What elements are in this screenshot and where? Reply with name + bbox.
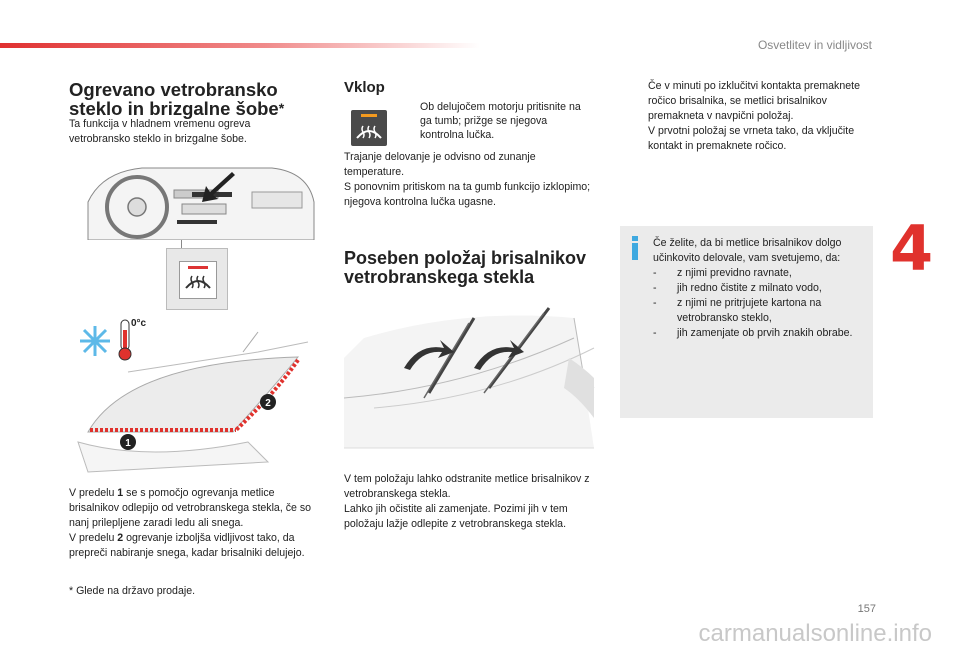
chapter-number: 4 [890,212,934,285]
service-position-list [620,79,870,154]
vklop-paragraph: Trajanje delovanje je odvisno od zunanje temperature. S ponovnim pritiskom na ta gumb funkcijo izklopimo; njegova kontrolna lučka ugasne. [344,151,591,208]
windscreen-heat-icon [180,262,216,298]
button-zoom [166,248,228,310]
svg-text:2: 2 [265,398,271,409]
windscreen-illustration [68,312,320,482]
list-item: Če v minuti po izklučitvi kontakta premaknete ročico brisalnika, se metlici brisalnikov premakneta v navpični položaj. [648,80,860,122]
poseben-paragraph: V tem položaju lahko odstranite metlice brisalnikov z vetrobranskega stekla. Lahko jih očistite ali zamenjate. Pozimi jih v tem položaju lažje odlepite z vetrobranskega stekla. [344,473,590,530]
windscreen-heat-icon [351,110,387,146]
svg-text:1: 1 [125,438,131,449]
poseben-heading: Poseben položaj brisalnikov vetrobranskega stekla [344,248,587,287]
wipers-illustration [344,298,598,466]
list-item: - z njimi ne pritrjujete kartona na vetrobransko steklo, [653,297,822,324]
info-icon [629,236,641,260]
thermometer-icon [119,320,131,360]
windscreen-defrost-button[interactable] [179,261,217,299]
info-box [620,226,873,418]
watermark: carmanualsonline.info [698,620,932,647]
intro-text: Ta funkcija v hladnem vremenu ogreva vetrobransko steklo in brizgalne šobe. [69,118,251,145]
info-list [653,266,869,341]
zones-description: V predelu 1 se s pomočjo ogrevanja metlice brisalnikov odlepijo od vetrobranskega stekla, če so nanj prilepljene zaradi ledu ali snega. V predelu 2 ogrevanje izboljša vidljivost tako, da prepreči nabiranje snega, kadar brisalniki delujejo. [69,487,312,559]
defrost-button-icon [351,110,387,146]
list-item: - jih zamenjate ob prvih znakih obrabe. [653,327,853,339]
snowflake-icon [80,326,110,356]
dashboard-illustration [82,162,318,240]
connector-line [181,240,182,248]
list-item: - jih redno čistite z milnato vodo, [653,282,822,294]
header-accent-bar [0,43,480,48]
info-intro: Če želite, da bi metlice brisalnikov dolgo učinkovito delovale, vam svetujemo, da: [653,237,842,264]
footnote: * Glede na državo prodaje. [69,585,196,597]
list-item: - z njimi previdno ravnate, [653,267,792,279]
temperature-label: 0°c [131,318,147,329]
section-title: Osvetlitev in vidljivost [757,38,872,52]
list-item: V prvotni položaj se vrneta tako, da vključite kontakt in premaknete ročico. [648,125,855,152]
vklop-heading: Vklop [344,79,385,96]
vklop-bullet: Ob delujočem motorju pritisnite na ga tumb; prižge se njegova kontrolna lučka. [420,101,581,141]
page-number: 157 [857,603,876,615]
page-title: Ogrevano vetrobransko steklo in brizgalne šobe* [69,79,285,119]
